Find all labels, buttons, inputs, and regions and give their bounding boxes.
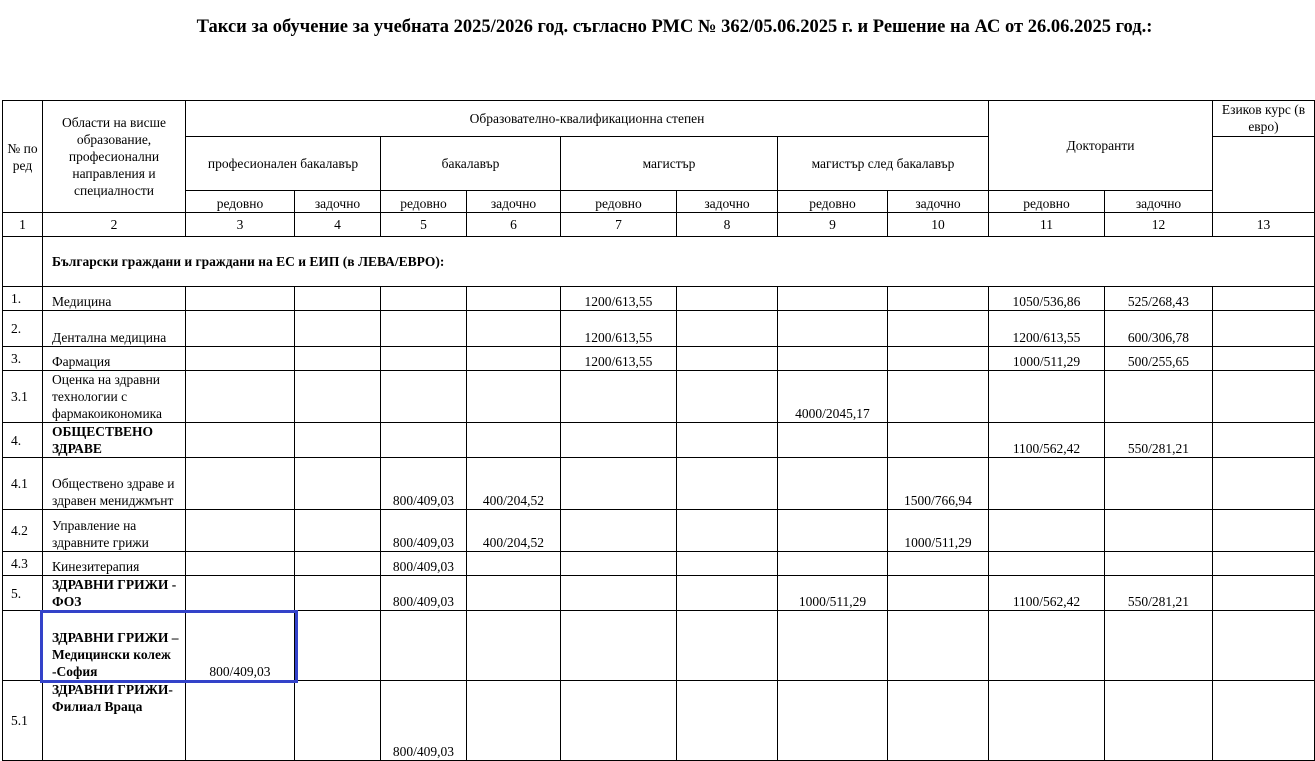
fee-value: 4000/2045,17 — [777, 370, 888, 423]
empty-cell — [185, 457, 295, 510]
fee-value: 1200/613,55 — [988, 310, 1105, 347]
row-number — [2, 610, 43, 681]
empty-cell — [887, 575, 989, 611]
header-fields: Области на висше образование, професионални направления и специалности — [42, 100, 186, 213]
empty-cell — [887, 422, 989, 458]
empty-cell — [560, 457, 677, 510]
empty-cell — [560, 610, 677, 681]
empty-cell — [887, 286, 989, 311]
fee-value: 1100/562,42 — [988, 422, 1105, 458]
section-number-blank — [2, 236, 43, 287]
empty-cell — [988, 370, 1105, 423]
fee-value: 800/409,03 — [185, 610, 295, 681]
empty-cell — [988, 680, 1105, 761]
empty-cell — [380, 346, 467, 371]
header-part-time: задочно — [676, 190, 778, 213]
empty-cell — [1212, 422, 1315, 458]
empty-cell — [676, 680, 778, 761]
empty-cell — [676, 310, 778, 347]
empty-cell — [466, 575, 561, 611]
fee-value: 600/306,78 — [1104, 310, 1213, 347]
empty-cell — [560, 422, 677, 458]
empty-cell — [560, 575, 677, 611]
fee-value: 1200/613,55 — [560, 346, 677, 371]
column-number: 10 — [887, 212, 989, 237]
empty-cell — [676, 457, 778, 510]
empty-cell — [294, 575, 381, 611]
empty-cell — [466, 370, 561, 423]
header-part-time: задочно — [466, 190, 561, 213]
empty-cell — [380, 286, 467, 311]
empty-cell — [777, 422, 888, 458]
empty-cell — [466, 310, 561, 347]
fee-value: 1050/536,86 — [988, 286, 1105, 311]
empty-cell — [1212, 370, 1315, 423]
fee-value: 1200/613,55 — [560, 310, 677, 347]
row-number: 4.2 — [2, 509, 43, 552]
empty-cell — [294, 346, 381, 371]
empty-cell — [777, 509, 888, 552]
empty-cell — [294, 680, 381, 761]
empty-cell — [185, 346, 295, 371]
empty-cell — [676, 346, 778, 371]
empty-cell — [560, 509, 677, 552]
empty-cell — [777, 551, 888, 576]
empty-cell — [1212, 551, 1315, 576]
row-field-name: Кинезитерапия — [42, 551, 186, 576]
empty-cell — [466, 551, 561, 576]
row-number: 5. — [2, 575, 43, 611]
column-number: 1 — [2, 212, 43, 237]
empty-cell — [380, 310, 467, 347]
header-full-time: редовно — [560, 190, 677, 213]
fee-value: 550/281,21 — [1104, 575, 1213, 611]
row-field-name: Оценка на здравни технологии с фармакоикономика — [42, 370, 186, 423]
empty-cell — [887, 680, 989, 761]
row-field-name: ОБЩЕСТВЕНО ЗДРАВЕ — [42, 422, 186, 458]
empty-cell — [887, 370, 989, 423]
fee-value: 1000/511,29 — [988, 346, 1105, 371]
fee-value: 1200/613,55 — [560, 286, 677, 311]
empty-cell — [185, 310, 295, 347]
empty-cell — [676, 551, 778, 576]
header-full-time: редовно — [185, 190, 295, 213]
empty-cell — [887, 310, 989, 347]
column-number: 13 — [1212, 212, 1315, 237]
empty-cell — [560, 551, 677, 576]
empty-cell — [887, 551, 989, 576]
empty-cell — [676, 610, 778, 681]
empty-cell — [988, 509, 1105, 552]
empty-cell — [294, 370, 381, 423]
header-language-course: Езиков курс (в евро) — [1212, 100, 1315, 137]
empty-cell — [777, 346, 888, 371]
empty-cell — [185, 680, 295, 761]
empty-cell — [466, 422, 561, 458]
header-degree: Образователно-квалификационна степен — [185, 100, 989, 137]
column-number: 8 — [676, 212, 778, 237]
column-number: 9 — [777, 212, 888, 237]
empty-cell — [777, 457, 888, 510]
fee-value: 800/409,03 — [380, 680, 467, 761]
empty-cell — [1212, 457, 1315, 510]
column-number: 5 — [380, 212, 467, 237]
empty-cell — [1104, 370, 1213, 423]
empty-cell — [1212, 509, 1315, 552]
row-field-name: Обществено здраве и здравен мениджмънт — [42, 457, 186, 510]
empty-cell — [676, 422, 778, 458]
column-number: 2 — [42, 212, 186, 237]
empty-cell — [294, 551, 381, 576]
header-bachelor: бакалавър — [380, 136, 561, 191]
empty-cell — [988, 551, 1105, 576]
empty-cell — [1104, 457, 1213, 510]
page-title: Такси за обучение за учебната 2025/2026 год. съгласно РМС № 362/05.06.2025 г. и Решение на АС от 26.06.2025 год.: — [196, 17, 1153, 37]
empty-cell — [988, 610, 1105, 681]
row-field-name: Управление на здравните грижи — [42, 509, 186, 552]
empty-cell — [1212, 575, 1315, 611]
column-number: 6 — [466, 212, 561, 237]
empty-cell — [560, 680, 677, 761]
empty-cell — [777, 286, 888, 311]
column-number: 3 — [185, 212, 295, 237]
empty-cell — [988, 457, 1105, 510]
empty-cell — [294, 457, 381, 510]
header-full-time: редовно — [380, 190, 467, 213]
empty-cell — [1212, 610, 1315, 681]
empty-cell — [294, 286, 381, 311]
header-language-course-blank — [1212, 136, 1315, 213]
empty-cell — [185, 575, 295, 611]
empty-cell — [676, 509, 778, 552]
empty-cell — [1212, 286, 1315, 311]
empty-cell — [380, 370, 467, 423]
empty-cell — [294, 422, 381, 458]
empty-cell — [185, 509, 295, 552]
empty-cell — [887, 610, 989, 681]
empty-cell — [185, 370, 295, 423]
section-title: Български граждани и граждани на ЕС и ЕИП (в ЛЕВА/ЕВРО): — [42, 236, 1315, 287]
fee-value: 800/409,03 — [380, 509, 467, 552]
header-row-number: № по ред — [2, 100, 43, 213]
empty-cell — [294, 310, 381, 347]
header-master-after-bachelor: магистър след бакалавър — [777, 136, 989, 191]
fee-value: 400/204,52 — [466, 457, 561, 510]
column-number: 4 — [294, 212, 381, 237]
empty-cell — [1212, 680, 1315, 761]
row-field-name: Дентална медицина — [42, 310, 186, 347]
header-part-time: задочно — [1104, 190, 1213, 213]
fee-value: 1000/511,29 — [777, 575, 888, 611]
empty-cell — [887, 346, 989, 371]
empty-cell — [676, 370, 778, 423]
empty-cell — [185, 551, 295, 576]
empty-cell — [185, 286, 295, 311]
empty-cell — [466, 286, 561, 311]
empty-cell — [466, 610, 561, 681]
fee-value: 550/281,21 — [1104, 422, 1213, 458]
header-master: магистър — [560, 136, 778, 191]
fee-value: 525/268,43 — [1104, 286, 1213, 311]
empty-cell — [1212, 346, 1315, 371]
row-number: 2. — [2, 310, 43, 347]
empty-cell — [466, 680, 561, 761]
row-field-name: Фармация — [42, 346, 186, 371]
row-number: 3. — [2, 346, 43, 371]
fee-value: 400/204,52 — [466, 509, 561, 552]
empty-cell — [1104, 551, 1213, 576]
empty-cell — [1212, 310, 1315, 347]
fee-value: 1100/562,42 — [988, 575, 1105, 611]
row-field-name: ЗДРАВНИ ГРИЖИ – Медицински колеж -София — [42, 610, 186, 681]
row-number: 4.1 — [2, 457, 43, 510]
fee-value: 800/409,03 — [380, 457, 467, 510]
fee-value: 500/255,65 — [1104, 346, 1213, 371]
empty-cell — [777, 310, 888, 347]
empty-cell — [1104, 680, 1213, 761]
header-doctoral: Докторанти — [988, 100, 1213, 191]
empty-cell — [676, 575, 778, 611]
column-number: 11 — [988, 212, 1105, 237]
row-number: 3.1 — [2, 370, 43, 423]
empty-cell — [560, 370, 677, 423]
empty-cell — [466, 346, 561, 371]
empty-cell — [1104, 610, 1213, 681]
empty-cell — [294, 610, 381, 681]
column-number: 7 — [560, 212, 677, 237]
row-field-name: ЗДРАВНИ ГРИЖИ - ФОЗ — [42, 575, 186, 611]
row-field-name: Медицина — [42, 286, 186, 311]
header-full-time: редовно — [988, 190, 1105, 213]
empty-cell — [294, 509, 381, 552]
fee-value: 1500/766,94 — [887, 457, 989, 510]
empty-cell — [1104, 509, 1213, 552]
row-number: 4. — [2, 422, 43, 458]
header-part-time: задочно — [887, 190, 989, 213]
empty-cell — [676, 286, 778, 311]
row-number: 1. — [2, 286, 43, 311]
header-part-time: задочно — [294, 190, 381, 213]
empty-cell — [380, 422, 467, 458]
header-full-time: редовно — [777, 190, 888, 213]
fee-value: 800/409,03 — [380, 551, 467, 576]
row-number: 4.3 — [2, 551, 43, 576]
fee-value: 800/409,03 — [380, 575, 467, 611]
row-field-name: ЗДРАВНИ ГРИЖИ-Филиал Враца — [42, 680, 186, 761]
header-prof-bachelor: професионален бакалавър — [185, 136, 381, 191]
empty-cell — [777, 610, 888, 681]
empty-cell — [185, 422, 295, 458]
row-number: 5.1 — [2, 680, 43, 761]
empty-cell — [777, 680, 888, 761]
column-number: 12 — [1104, 212, 1213, 237]
fee-value: 1000/511,29 — [887, 509, 989, 552]
empty-cell — [380, 610, 467, 681]
